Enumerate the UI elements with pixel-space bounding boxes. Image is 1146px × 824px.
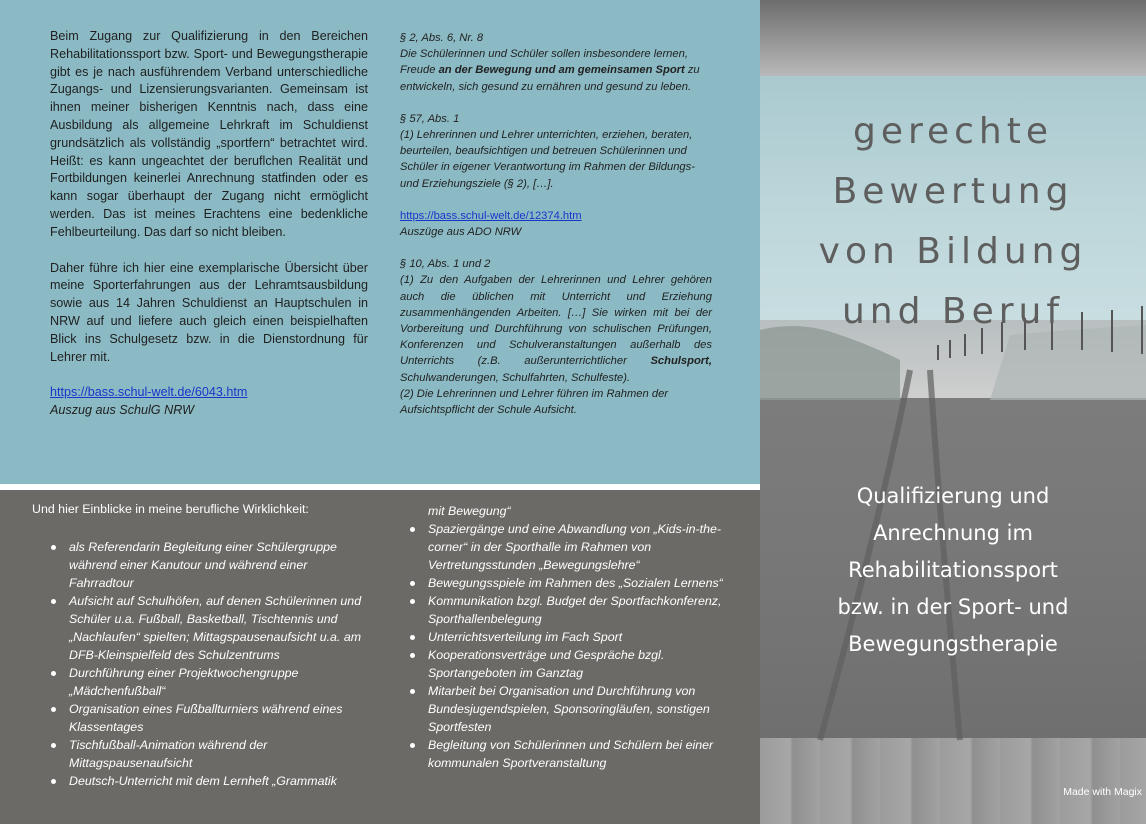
list-item: Aufsicht auf Schulhöfen, auf denen Schülerinnen und Schüler u.a. Fußball, Basketball, Tischtennis und „Nachlaufen“ spielten; Mittagspausenaufsicht u.a. am DFB-Kleinspielfeld des Schulzentrums [47, 592, 372, 664]
subheading-line: Bewegungstherapie [848, 632, 1058, 656]
list-item: Durchführung einer Projektwochengruppe „Mädchenfußball“ [47, 664, 372, 700]
s10-text: (1) Zu den Aufgaben der Lehrerinnen und Lehrer gehören auch die üblichen mit Unterricht und Erziehung zusammenhängenden Arbeiten. […] Sie wirken mit bei der Vorbereitung und Durchführung von schulischen Prüfungen, Konferenzen und Schulveranstaltungen außerhalb des Unterrichts (z.B. außerunterrichtlicher Schulsport, Schulwanderungen, Schulfahrten, Schulfeste). [400, 274, 712, 384]
intro-paragraph-1: Beim Zugang zur Qualifizierung in den Bereichen Rehabilitationssport bzw. Sport- und Bewegungstherapie gibt es je nach ausführendem Verband unterschiedliche Zugangs- und Lizensierungsvarianten. Gemeinsam ist ihnen meiner bisherigen Kenntnis nach, dass eine Ausbildung als allgemeine Lehrkraft im Schuldienst grundsätzlich als vollständig „sportfern“ betrachtet wird. Heißt: es kann ungeachtet der beruflchen Realität und Fortbildungen keinerlei Anrechnung statfinden oder es kann sogar überhaupt der Zugang nicht ermöglicht werden. Das ist meines Erachtens eine bedenkliche Fehlbeurteilung. Das darf so nicht bleiben. [50, 29, 368, 239]
s2-text: Die Schülerinnen und Schüler sollen insbesondere lernen, Freude an der Bewegung und am gemeinsamen Sport zu entwickeln, sich gesund zu ernähren und gesund zu leben. [400, 48, 700, 93]
experience-list-1 [47, 538, 372, 790]
list-item: Bewegungsspiele im Rahmen des „Sozialen Lernens“ [406, 574, 724, 592]
s2-title: § 2, Abs. 6, Nr. 8 [400, 32, 484, 44]
list-item: Kommunikation bzgl. Budget der Sportfachkonferenz, Sporthallenbelegung [406, 592, 724, 628]
schulg-caption: Auszug aus SchulG NRW [50, 403, 194, 418]
schulg-link[interactable]: https://bass.schul-welt.de/6043.htm [50, 385, 248, 400]
list-item: Begleitung von Schülerinnen und Schülern bei einer kommunalen Sportveranstaltung [406, 736, 724, 772]
legal-column [400, 30, 712, 418]
magix-badge[interactable]: Made with Magix [1063, 786, 1142, 798]
s10-text-2: (2) Die Lehrerinnen und Lehrer führen im Rahmen der Aufsichtspflicht der Schule Aufsicht. [400, 387, 669, 417]
list-item: Organisation eines Fußballturniers während eines Klassentages [47, 700, 372, 736]
list-item: Spaziergänge und eine Abwandlung von „Kids-in-the-corner“ in der Sporthalle im Rahmen von Vertretungsstunden „Bewegungslehre“ [406, 520, 724, 574]
s57-text: (1) Lehrerinnen und Lehrer unterrichten, erziehen, beraten, beurteilen, beaufsichtigen und betreuen Schülerinnen und Schüler in eigener Verantwortung im Rahmen der Bildungs- und Erziehungsziele (§ 2), […]. [400, 129, 695, 190]
list-item: Tischfußball-Animation während der Mittagspausenaufsicht [47, 736, 372, 772]
list-item: Mitarbeit bei Organisation und Durchführung von Bundesjugendspielen, Sponsoringläufen, sonstigen Sportfesten [406, 682, 724, 736]
s57-title: § 57, Abs. 1 [400, 112, 460, 125]
ado-link[interactable]: https://bass.schul-welt.de/12374.htm [400, 209, 582, 222]
experience-title: Und hier Einblicke in meine berufliche Wirklichkeit: [32, 502, 309, 516]
list-item: Kooperationsverträge und Gespräche bzgl. Sportangeboten im Ganztag [406, 646, 724, 682]
list-item: Unterrichtsverteilung im Fach Sport [406, 628, 724, 646]
heading-line: Bewertung [832, 171, 1074, 212]
subheading-line: Anrechnung im [873, 521, 1033, 545]
list-item: Deutsch-Unterricht mit dem Lernheft „Grammatik [47, 772, 372, 790]
subheading-line: Qualifizierung und [856, 484, 1050, 508]
subheading-line: Rehabilitationssport [848, 558, 1058, 582]
cover-photo [760, 0, 1146, 824]
list-item-continuation: mit Bewegung“ [428, 504, 511, 518]
heading-line: und Beruf [841, 291, 1065, 332]
cover-heading [760, 102, 1146, 342]
subheading-line: bzw. in der Sport- und [837, 595, 1069, 619]
cover-subheading [790, 478, 1116, 663]
heading-line: von Bildung [818, 231, 1088, 272]
intro-paragraph-2: Daher führe ich hier eine exemplarische Übersicht über meine Sporterfahrungen aus der Lehramtsausbildung sowie aus 14 Jahren Schuldienst an Hauptschulen in NRW auf und liefere auch gleich einen beispielhaften Blick ins Schulgesetz bzw. in die Dienstordnung für Lehrer mit. [50, 260, 368, 364]
heading-line: gerechte [852, 111, 1054, 152]
list-item: als Referendarin Begleitung einer Schülergruppe während einer Kanutour und während einer Fahrradtour [47, 538, 372, 592]
experience-list-2 [406, 502, 724, 772]
ado-caption: Auszüge aus ADO NRW [400, 226, 522, 239]
s10-title: § 10, Abs. 1 und 2 [400, 258, 491, 271]
intro-column [50, 28, 368, 420]
